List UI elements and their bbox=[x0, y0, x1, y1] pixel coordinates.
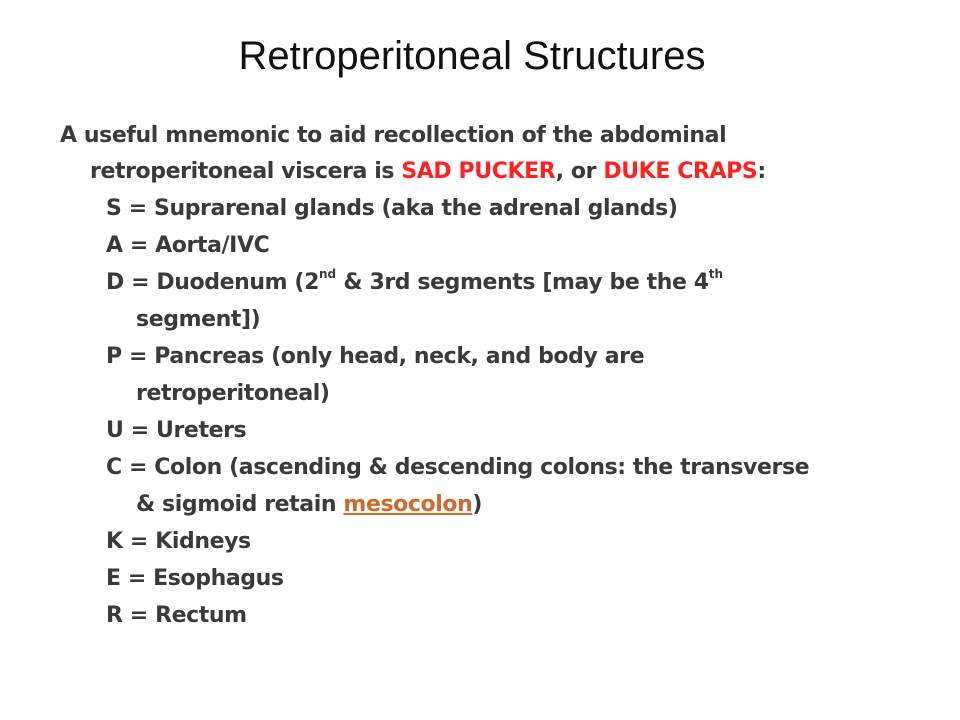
intro-line-2-mid: , or bbox=[555, 159, 604, 184]
list-item-p bbox=[106, 338, 920, 412]
item-c-cont-post: ) bbox=[472, 492, 483, 517]
mnemonic-duke-craps: DUKE CRAPS bbox=[603, 159, 758, 184]
intro-line-1: A useful mnemonic to aid recollection of the abdominal bbox=[60, 123, 727, 148]
list-item-s bbox=[106, 190, 920, 227]
intro-line-2-post: : bbox=[757, 159, 766, 184]
item-u-text: U = Ureters bbox=[106, 418, 247, 443]
item-c-cont bbox=[106, 486, 920, 523]
item-p-text: P = Pancreas (only head, neck, and body are bbox=[106, 344, 645, 369]
item-r-text: R = Rectum bbox=[106, 603, 247, 628]
list-item-u bbox=[106, 412, 920, 449]
item-s-text: S = Suprarenal glands (aka the adrenal glands) bbox=[106, 196, 678, 221]
list-item-k bbox=[106, 523, 920, 560]
list-item-e bbox=[106, 560, 920, 597]
item-k-text: K = Kidneys bbox=[106, 529, 251, 554]
list-item-a bbox=[106, 227, 920, 264]
item-d-part2: & 3rd segments [may be the 4 bbox=[336, 270, 709, 295]
intro-line-2 bbox=[60, 154, 920, 190]
slide-title: Retroperitoneal Structures bbox=[238, 34, 706, 78]
intro-line-2-pre: retroperitoneal viscera is bbox=[90, 159, 402, 184]
item-d-cont: segment]) bbox=[136, 307, 261, 332]
slide-body bbox=[60, 118, 920, 634]
intro-paragraph bbox=[60, 118, 920, 190]
item-d-sup1: nd bbox=[319, 267, 337, 281]
mnemonic-list bbox=[60, 190, 920, 634]
item-e-text: E = Esophagus bbox=[106, 566, 284, 591]
mnemonic-sad-pucker: SAD PUCKER bbox=[401, 159, 556, 184]
item-c-cont-pre: & sigmoid retain bbox=[136, 492, 344, 517]
item-c-text: C = Colon (ascending & descending colons: the transverse bbox=[106, 455, 810, 480]
item-d-part1: D = Duodenum (2 bbox=[106, 270, 319, 295]
mesocolon-link[interactable]: mesocolon bbox=[343, 492, 473, 517]
list-item-r bbox=[106, 597, 920, 634]
list-item-c bbox=[106, 449, 920, 523]
item-a-text: A = Aorta/IVC bbox=[106, 233, 270, 258]
item-d-sup2: th bbox=[708, 267, 723, 281]
list-item-d bbox=[106, 264, 920, 338]
item-p-cont: retroperitoneal) bbox=[136, 381, 330, 406]
